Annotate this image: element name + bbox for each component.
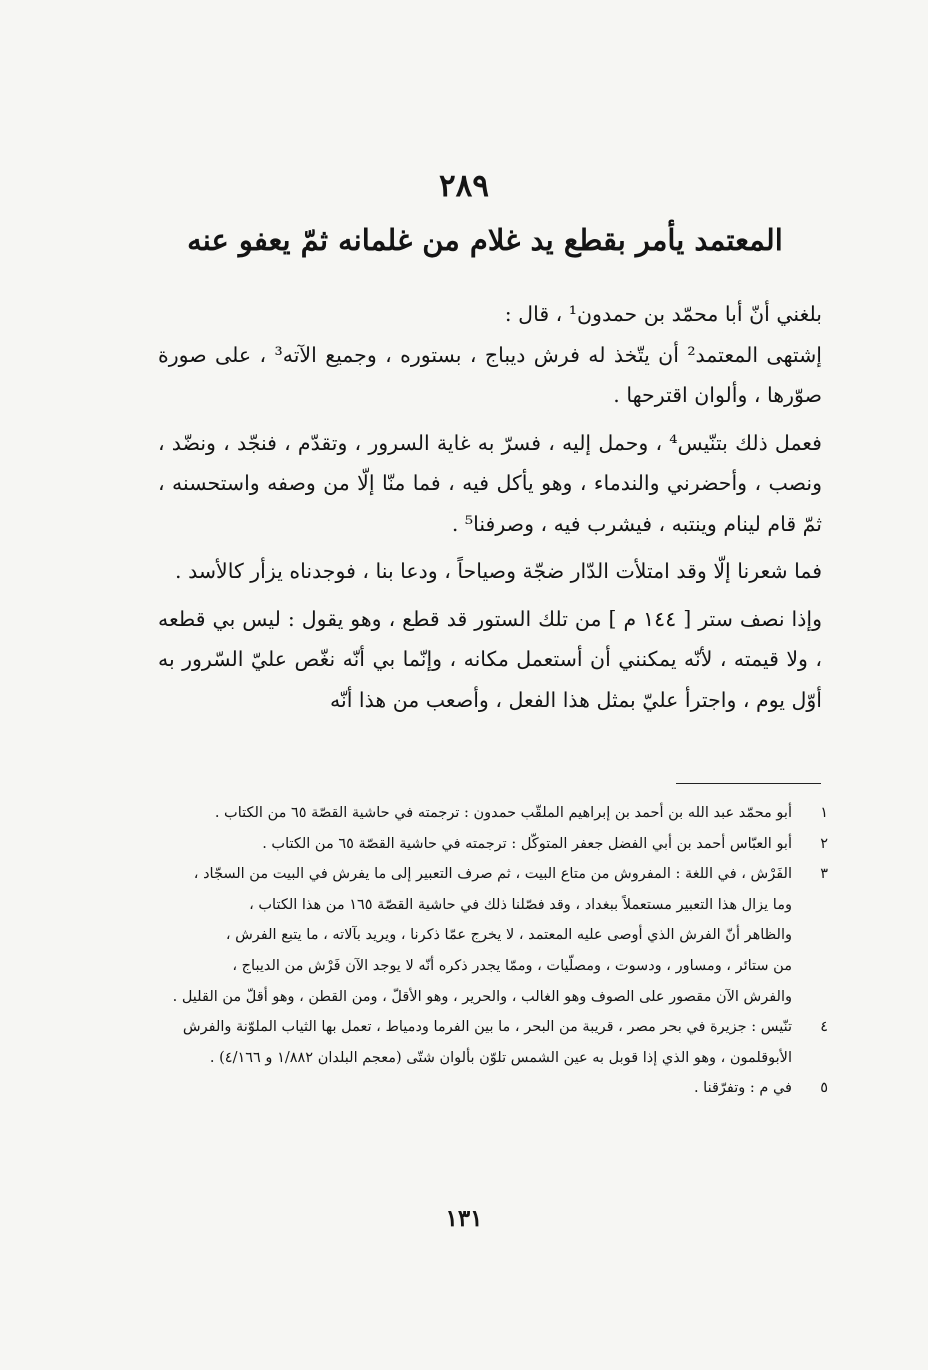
footnote-line: أبو محمّد عبد الله بن أحمد بن إبراهيم الملقّب حمدون : ترجمته في حاشية القصّة ٦٥ من الكتاب . bbox=[214, 805, 792, 821]
footnote-line: وما يزال هذا التعبير مستعملاً ببغداد ، وقد فصّلنا ذلك في حاشية القصّة ١٦٥ من هذا الكتاب ، bbox=[249, 896, 792, 913]
footnote-line: الأبوقلمون ، وهو الذي إذا قوبل به عين الشمس تلوّن بألوان شتّى (معجم البلدان ١/٨٨٢ و ٤/١٦٦) . bbox=[209, 1049, 792, 1066]
body-paragraph: إشتهى المعتمد² أن يتّخذ له فرش ديباج ، بستوره ، وجميع الآته³ ، على صورة صوّرها ، وألوان اقترحها . bbox=[158, 342, 822, 407]
footnote bbox=[156, 829, 828, 860]
footnote-line: أبو العبّاس أحمد بن أبي الفضل جعفر المتوكّل : ترجمته في حاشية القصّة ٦٥ من الكتاب . bbox=[262, 835, 792, 852]
footnote-divider bbox=[676, 783, 821, 784]
footnote-line: الفَرْش ، في اللغة : المفروش من متاع البيت ، ثم صرف التعبير إلى ما يفرش في البيت من السجّاد ، bbox=[193, 866, 792, 883]
footnote-text bbox=[156, 798, 792, 829]
body-paragraph: وإذا نصف ستر [ ١٤٤ م ] من تلك الستور قد قطع ، وهو يقول : ليس بي قطعه ، ولا قيمته ، لأنّه يمكنني أن أستعمل مكانه ، وإنّما بي أنّه نغّص عليّ السّرور به أوّل يوم ، واجترأ عليّ بمثل هذا الفعل ، وأصعب من هذا أنّه bbox=[158, 606, 822, 712]
body-paragraph: فعمل ذلك بتنّيس⁴ ، وحمل إليه ، فسرّ به غاية السرور ، وتقدّم ، فنجّد ، ونضّد ، ونصب ، وأحضرني والندماء ، وهو يأكل فيه ، فما منّا إلّا من وصفه واستحسنه ، ثمّ قام لينام وينتبه ، فيشرب فيه ، وصرفنا⁵ . bbox=[158, 430, 822, 536]
footnote-number: ٢ bbox=[820, 835, 828, 852]
footnote-line: تنّيس : جزيرة في بحر مصر ، قريبة من البحر ، ما بين الفرما ودمياط ، تعمل بها الثياب الملوّنة والفرش bbox=[182, 1019, 792, 1036]
body-paragraph: فما شعرنا إلّا وقد امتلأت الدّار ضجّة وصياحاً ، ودعا بنا ، فوجدناه يزأر كالأسد . bbox=[175, 559, 822, 583]
footnote-text bbox=[156, 1073, 792, 1104]
story-number: ٢٨٩ bbox=[439, 168, 489, 204]
footnote-line: من ستائر ، ومساور ، ودسوت ، ومصلّيات ، وممّا يجدر ذكره أنّه لا يوجد الآن فَرْش من الديباج ، bbox=[232, 957, 792, 974]
story-body bbox=[158, 294, 822, 720]
footnote-number: ٥ bbox=[820, 1080, 828, 1097]
footnote bbox=[156, 1012, 828, 1073]
story-title: المعتمد يأمر بقطع يد غلام من غلمانه ثمّ يعفو عنه bbox=[187, 223, 783, 257]
footnote-line: والفرش الآن مقصور على الصوف وهو الغالب ، والحرير ، وهو الأقلّ ، ومن القطن ، وهو أقلّ من القليل . bbox=[172, 988, 792, 1005]
footnote-line: والظاهر أنّ الفرش الذي أوصى عليه المعتمد ، لا يخرج عمّا ذكرنا ، ويريد بآلاته ، ما يتبع الفرش ، bbox=[225, 927, 792, 944]
footnote-text bbox=[156, 859, 792, 1012]
footnote bbox=[156, 859, 828, 1012]
footnote bbox=[156, 798, 828, 829]
footnote-text bbox=[156, 829, 792, 860]
footnote-number: ١ bbox=[820, 805, 828, 821]
footnote-line: في م : وتفرّقنا . bbox=[693, 1080, 792, 1097]
footnote-number: ٣ bbox=[820, 866, 828, 883]
footnote-number: ٤ bbox=[820, 1019, 828, 1036]
page-number: ١٣١ bbox=[445, 1205, 483, 1232]
footnotes bbox=[156, 798, 828, 1104]
footnote bbox=[156, 1073, 828, 1104]
body-paragraph: بلغني أنّ أبا محمّد بن حمدون¹ ، قال : bbox=[504, 302, 822, 326]
footnote-text bbox=[156, 1012, 792, 1073]
